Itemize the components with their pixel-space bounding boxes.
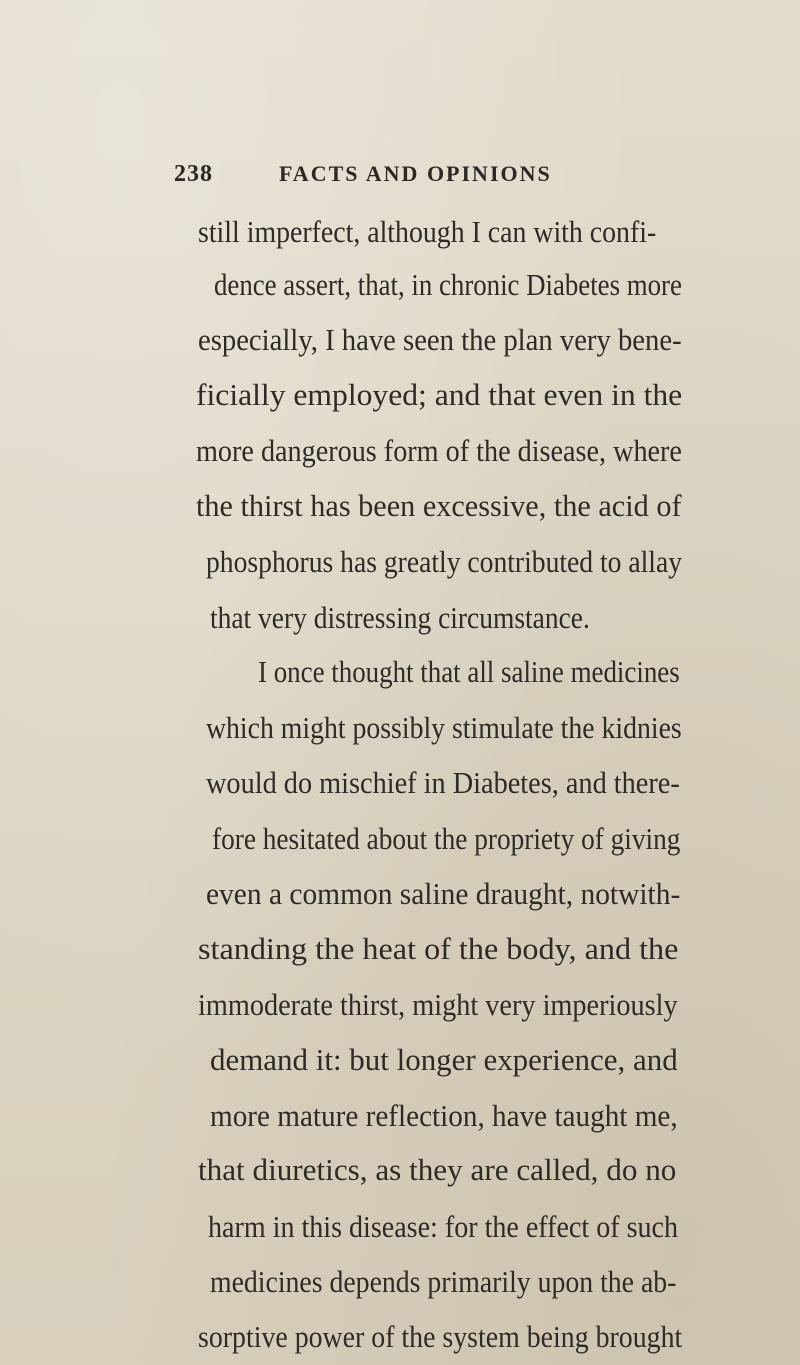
text-line: standing the heat of the body, and the xyxy=(198,932,679,967)
text-line: demand it: but longer experience, and xyxy=(210,1042,678,1077)
running-head: FACTS AND OPINIONS xyxy=(279,161,552,186)
page-number: 238 xyxy=(174,161,213,187)
text-line: even a common saline draught, notwith- xyxy=(206,877,681,912)
text-line: the thirst has been excessive, the acid of xyxy=(196,489,682,524)
text-line: that very distressing circumstance. xyxy=(210,600,590,635)
text-line: dence assert, that, in chronic Diabetes more xyxy=(214,267,682,302)
text-line: especially, I have seen the plan very bene- xyxy=(198,322,682,357)
text-line: would do mischief in Diabetes, and there- xyxy=(206,765,680,800)
text-line: medicines depends primarily upon the ab- xyxy=(210,1264,677,1299)
text-line: immoderate thirst, might very imperiously xyxy=(198,987,678,1022)
text-line: more dangerous form of the disease, where xyxy=(196,434,682,469)
text-line: ficially employed; and that even in the xyxy=(196,378,683,413)
text-line: which might possibly stimulate the kidnies xyxy=(206,711,682,746)
text-line: I once thought that all saline medicines xyxy=(258,655,680,690)
text-line: phosphorus has greatly contributed to allay xyxy=(206,544,683,579)
text-line: fore hesitated about the propriety of giving xyxy=(212,821,681,856)
text-line: still imperfect, although I can with confi- xyxy=(198,215,657,249)
text-line: sorptive power of the system being brought xyxy=(198,1320,683,1354)
text-line: harm in this disease: for the effect of such xyxy=(208,1209,678,1244)
text-line: more mature reflection, have taught me, xyxy=(210,1099,678,1133)
text-line: that diuretics, as they are called, do no xyxy=(198,1153,677,1188)
